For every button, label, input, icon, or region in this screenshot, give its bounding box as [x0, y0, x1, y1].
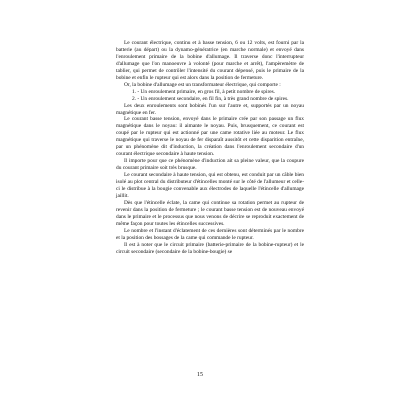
paragraph: Il est à noter que le circuit primaire (batterie-primaire de la bobine-rupteur) et le circuit secondaire (secondaire de la bobine-bougie) se	[116, 241, 304, 255]
list-item: 1. - Un enroulement primaire, en gros fil, à petit nombre de spires.	[132, 88, 276, 95]
paragraph: Le courant basse tension, envoyé dans le primaire crée par son passage un flux magnétique dans le noyau: il aimante le noyau. Puis, brusquement, ce courant est coupé par le rupteur qui est actionné par une came rotative liée au moteur. Le flux magnétique qui traverse le noyau de fer disparaît aussitôt et cette disparition entraîne, par un phénomène dit d'induction, la création dans l'enroulement secondaire d'un courant électrique secondaire à haute tension.	[116, 116, 304, 158]
paragraph: Le courant secondaire à haute tension, qui est obtenu, est conduit par un câble bien isolé au plot central du distributeur d'étincelles monté sur le côté de l'allumeur et celle-ci le distribue à la bougie convenable aux électrodes de laquelle l'étincelle d'allumage jaillit.	[116, 172, 304, 199]
page-number: 15	[197, 372, 203, 378]
list-item: 2. - Un enroulement secondaire, en fil fin, à très grand nombre de spires.	[132, 95, 289, 102]
paragraph: Le courant électrique, continu et à basse tension, 6 ou 12 volts, est fourni par la batterie (au départ) ou la dynamo-génératrice (en marche normale) et envoyé dans l'enroulement primaire de la bobine d'allumage. Il traverse donc l'interrupteur d'allumage que l'on manoeuvre à volonté (pour marche et arrêt), l'ampèremètre de tablier, qui permet de contrôler l'intensité du courant dépensé, puis le primaire de la bobine et enfin le rupteur qui est alors dans la position de fermeture.	[116, 40, 304, 81]
paragraph: Il importe pour que ce phénomène d'induction ait sa pleine valeur, que la coupure du courant primaire soit très brusque.	[116, 158, 304, 172]
paragraph: Dès que l'étincelle éclate, la came qui continue sa rotation permet au rupteur de revenir dans la position de fermeture ; le courant basse tension est de nouveau envoyé dans le primaire et le processus que nous venons de décrire se reproduit exactement de même façon pour toutes les étincelles successives.	[116, 199, 304, 227]
paragraph: Le nombre et l'instant d'éclatement de ces dernières sont déterminés par le nombre et la position des bossages de la came qui commande le rupteur.	[116, 227, 304, 241]
body-text	[116, 40, 304, 256]
paragraph: Les deux enroulements sont bobinés l'un sur l'autre et, supportés par un noyau magnétique en fer.	[116, 102, 304, 116]
paragraph: Or, la bobine d'allumage est un transformateur électrique, qui comporte :	[124, 81, 281, 88]
